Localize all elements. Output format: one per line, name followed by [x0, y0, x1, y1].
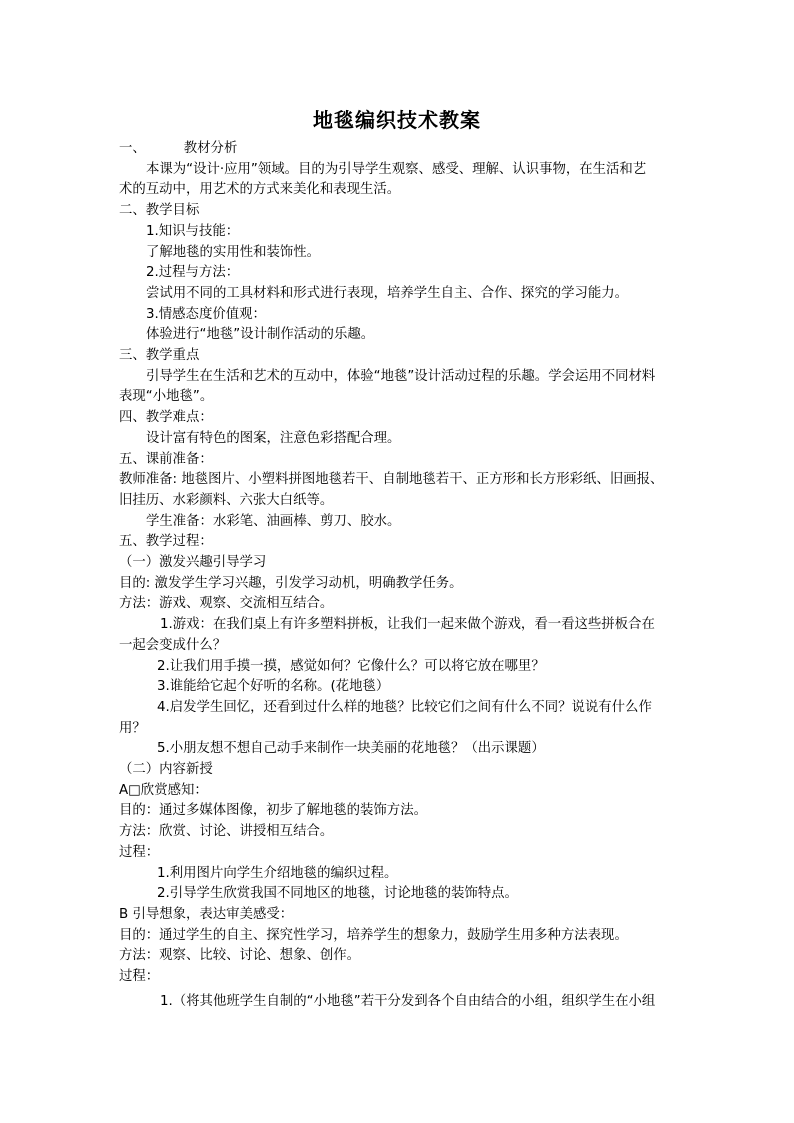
- list-item: 3.情感态度价值观：: [146, 307, 266, 322]
- list-item: 2.过程与方法：: [146, 265, 240, 280]
- paragraph-line: 过程：: [119, 969, 160, 984]
- list-item: 1.游戏：在我们桌上有许多塑料拼板，让我们一起来做个游戏，看一看这些拼板合在: [160, 617, 655, 632]
- subsection-heading: （一）激发兴趣引导学习: [119, 555, 267, 570]
- section-heading-5: 五、课前准备：: [119, 452, 213, 467]
- paragraph-line: 体验进行“地毯”设计制作活动的乐趣。: [146, 327, 375, 342]
- list-item: 2.引导学生欣赏我国不同地区的地毯，讨论地毯的装饰特点。: [157, 886, 518, 901]
- paragraph-line: 目的：通过学生的自主、探究性学习，培养学生的想象力，鼓励学生用多种方法表现。: [119, 928, 628, 943]
- section-heading-1: [119, 139, 679, 159]
- list-item: 1.利用图片向学生介绍地毯的编织过程。: [157, 866, 398, 881]
- paragraph-line: 目的：通过多媒体图像，初步了解地毯的装饰方法。: [119, 803, 427, 818]
- paragraph-line: 引导学生在生活和艺术的互动中，体验“地毯”设计活动过程的乐趣。学会运用不同材料: [146, 369, 656, 384]
- subsection-heading: （二）内容新授: [119, 762, 213, 777]
- list-item: 4.启发学生回忆，还看到过什么样的地毯？比较它们之间有什么不同？说说有什么作: [157, 700, 652, 715]
- paragraph-line: 表现“小地毯”。: [119, 389, 214, 404]
- list-item: 1.（将其他班学生自制的“小地毯”若干分发到各个自由结合的小组，组织学生在小组: [160, 994, 656, 1009]
- paragraph-line: 用？: [119, 721, 146, 736]
- list-item: 5.小朋友想不想自己动手来制作一块美丽的花地毯？（出示课题）: [157, 741, 545, 756]
- list-item: 2.让我们用手摸一摸，感觉如何？它像什么？可以将它放在哪里？: [157, 659, 545, 674]
- paragraph-line: 设计富有特色的图案，注意色彩搭配合理。: [146, 431, 401, 446]
- section-heading-3: 三、教学重点: [119, 348, 200, 363]
- paragraph-line: 目的: 激发学生学习兴趣，引发学习动机，明确教学任务。: [119, 576, 463, 591]
- list-item: 3.谁能给它起个好听的名称。(花地毯）: [157, 679, 390, 694]
- paragraph-line: A□欣赏感知：: [119, 783, 208, 798]
- paragraph-line: 了解地毯的实用性和装饰性。: [146, 245, 321, 260]
- paragraph-line: 本课为“设计·应用”领域。目的为引导学生观察、感受、理解、认识事物，在生活和艺: [146, 162, 647, 177]
- paragraph-line: 一起会变成什么？: [119, 638, 227, 653]
- section-heading-2: 二、教学目标: [119, 203, 200, 218]
- section-heading-6: 五、教学过程：: [119, 534, 213, 549]
- section-heading-4: 四、教学难点：: [119, 410, 213, 425]
- paragraph-line: 教师准备: 地毯图片、小塑料拼图地毯若干、自制地毯若干、正方形和长方形彩纸、旧画报、: [119, 472, 664, 487]
- paragraph-line: 过程：: [119, 845, 160, 860]
- paragraph-line: 方法：观察、比较、讨论、想象、创作。: [119, 948, 361, 963]
- paragraph-line: 旧挂历、水彩颜料、六张大白纸等。: [119, 493, 334, 508]
- paragraph-line: B 引导想象，表达审美感受：: [119, 907, 294, 922]
- section-number: 一、: [119, 141, 146, 156]
- paragraph-line: 术的互动中，用艺术的方式来美化和表现生活。: [119, 182, 401, 197]
- paragraph-line: 尝试用不同的工具材料和形式进行表现，培养学生自主、合作、探究的学习能力。: [146, 286, 629, 301]
- document-title: 地毯编织技术教案: [313, 108, 481, 132]
- list-item: 1.知识与技能：: [146, 224, 240, 239]
- paragraph-line: 学生准备：水彩笔、油画棒、剪刀、胶水。: [146, 514, 401, 529]
- paragraph-line: 方法：游戏、观察、交流相互结合。: [119, 596, 334, 611]
- section-title: 教材分析: [183, 141, 238, 156]
- paragraph-line: 方法：欣赏、讨论、讲授相互结合。: [119, 824, 334, 839]
